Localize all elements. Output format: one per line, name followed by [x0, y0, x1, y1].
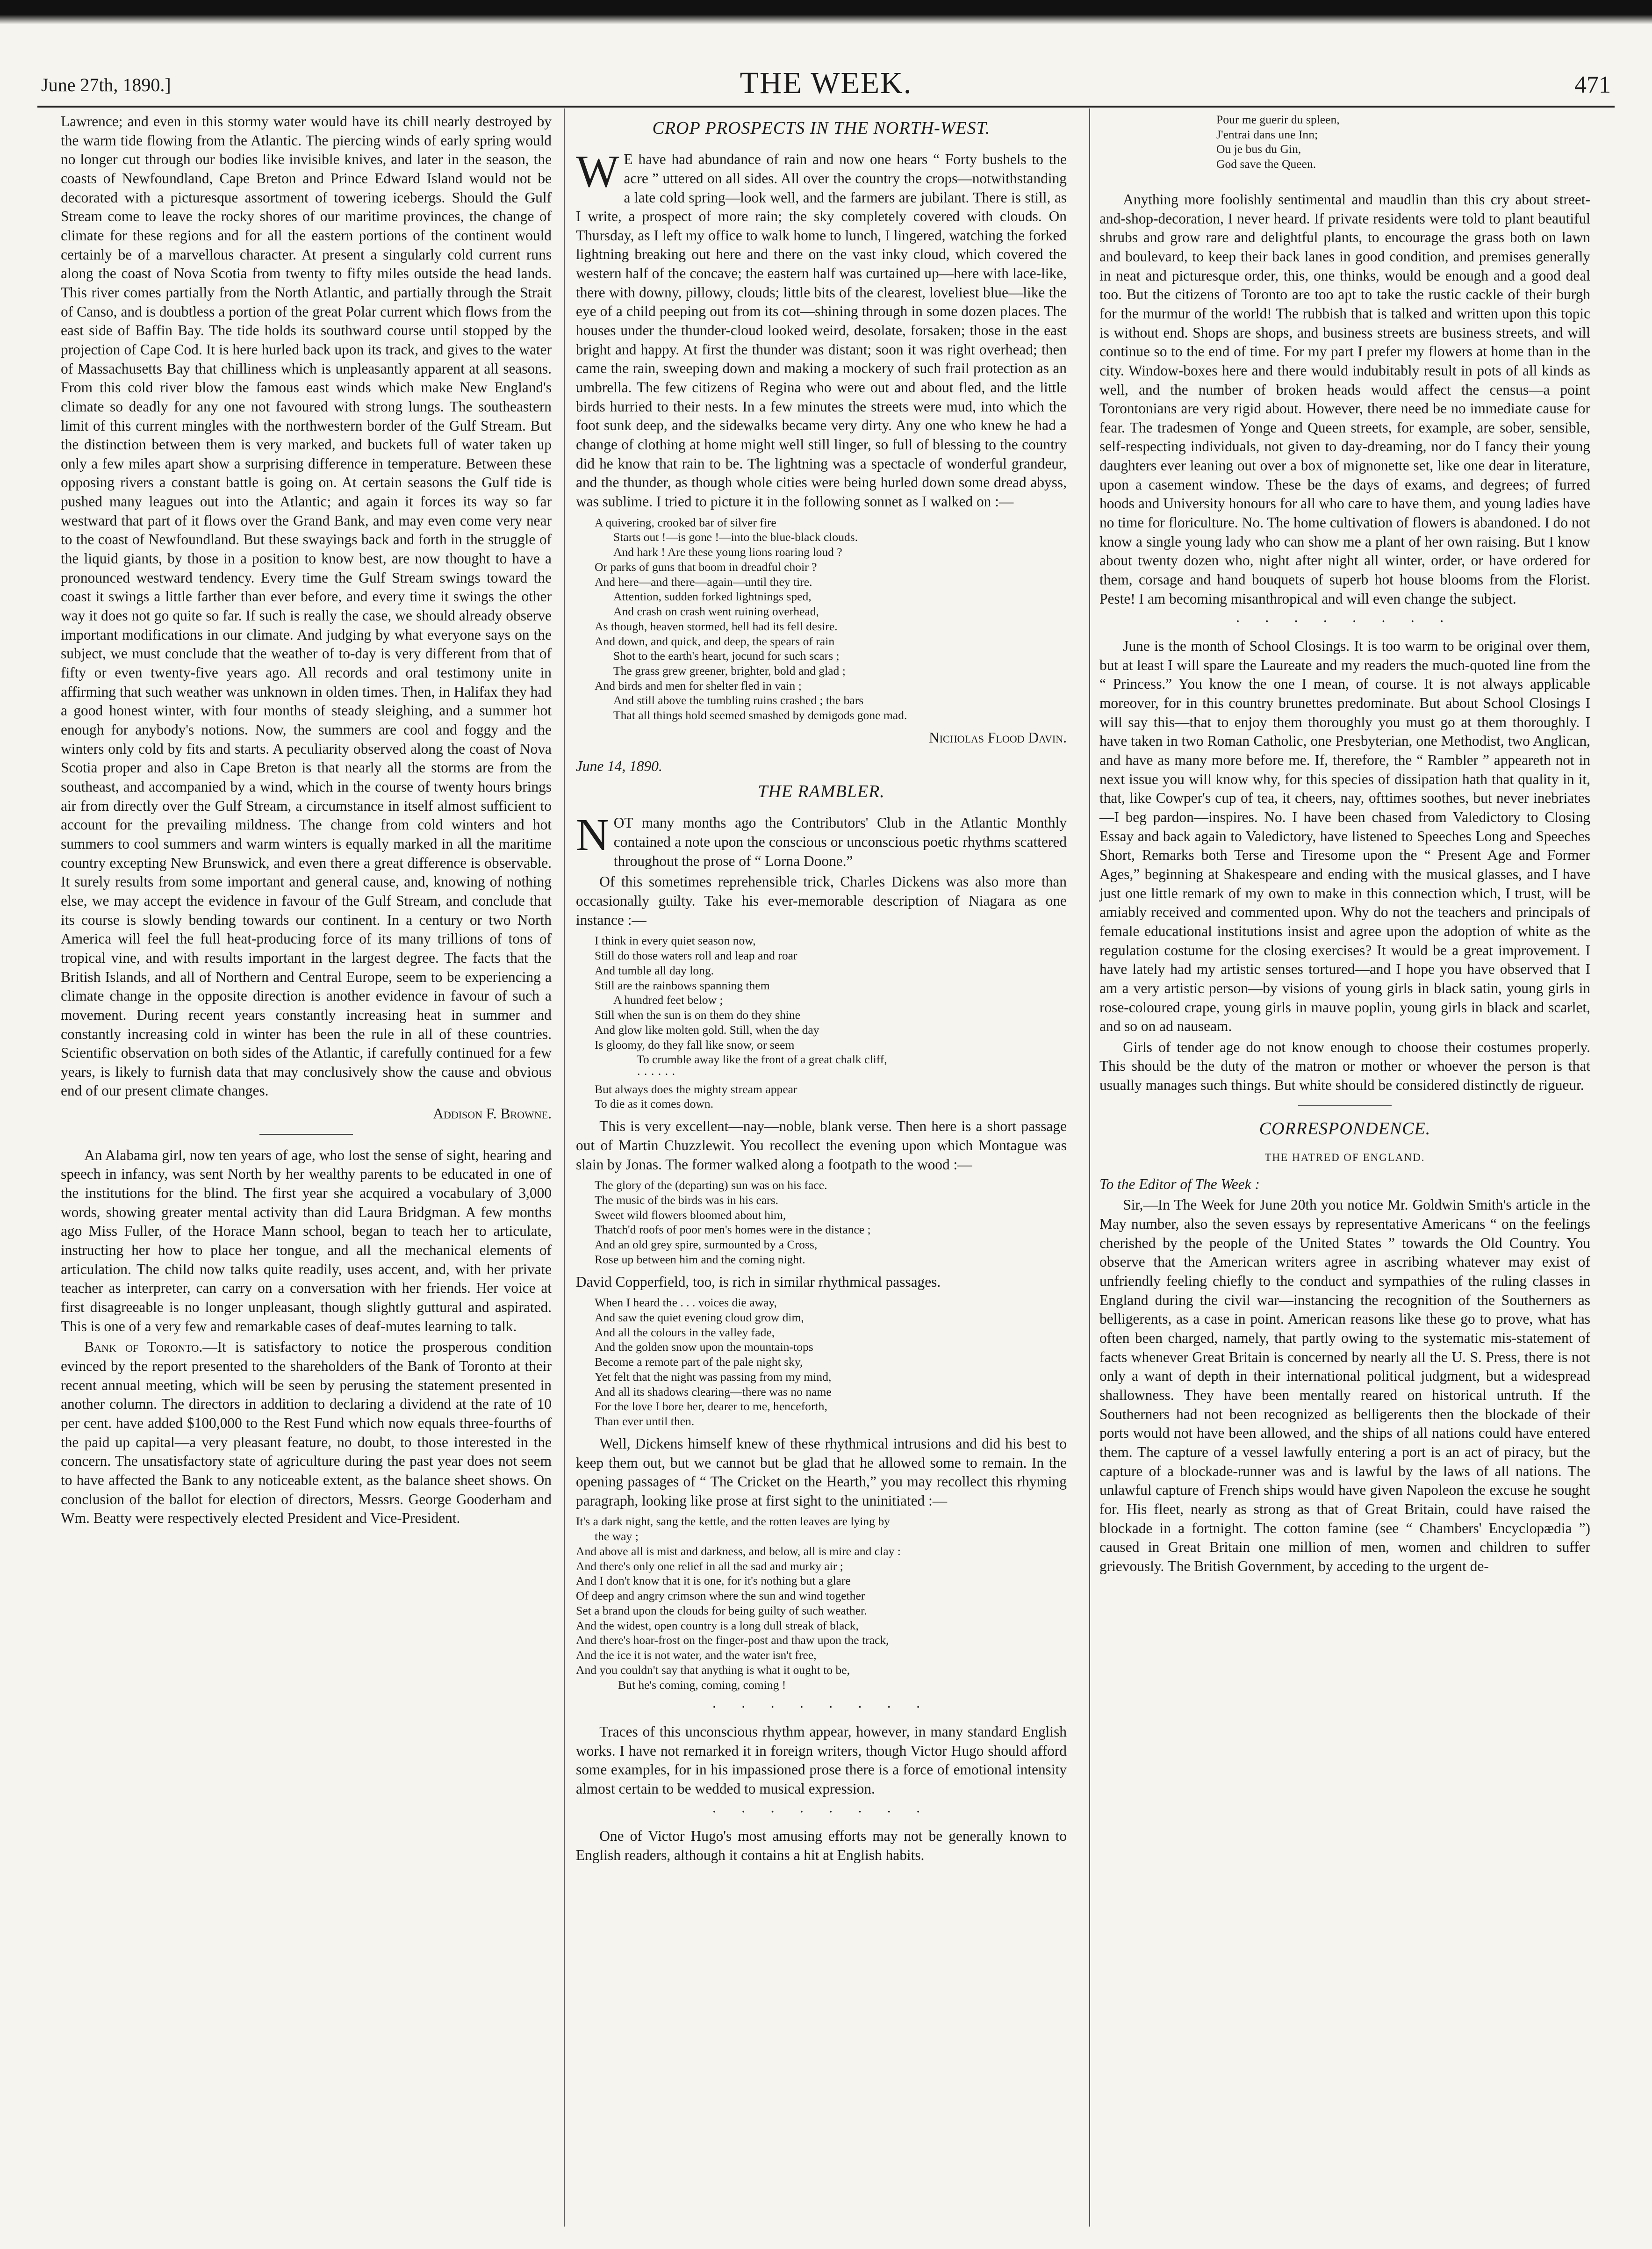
crop-dateline: June 14, 1890.: [576, 757, 662, 774]
rambler-heading: THE RAMBLER.: [758, 782, 885, 802]
sonnet-verse: [595, 515, 1067, 723]
verse-line: And here—and there—again—until they tire.: [595, 575, 812, 589]
verse-line: J'entrai dans une Inn;: [1216, 127, 1318, 141]
crop-signature: Nicholas Flood Davin.: [929, 729, 1067, 746]
section-break-dots: · · · · · · · ·: [1235, 613, 1455, 630]
rambler-drop-cap: N: [576, 810, 609, 861]
column-3: [1099, 112, 1590, 1578]
verse-line: And the widest, open country is a long dull streak of black,: [576, 1618, 859, 1632]
verse-line: Of deep and angry crimson where the sun and wind together: [576, 1589, 865, 1603]
rambler-paragraph-4: David Copperfield, too, is rich in similar rhythmical passages.: [576, 1273, 941, 1290]
verse-line: I think in every quiet season now,: [595, 934, 756, 948]
verse-line: And I don't know that it is one, for it's nothing but a glare: [576, 1574, 851, 1588]
alabama-girl-paragraph: An Alabama girl, now ten years of age, who lost the sense of sight, hearing and speech in infancy, was sent North by her wealthy parents to be educated in one of the institutions for the blind. The first year she acquired a vocabulary of 3,000 words, showing greater mental activity than did Laura Bridgman. A few months ago Miss Fuller, of the Horace Mann school, began to teach her to articulate, instructing her how to place her tongue, and all the mechanical elements of articulation. The child now talks quite readily, uses accent, and, with her private teacher as interpreter, can carry on a conversation with her friends. Her voice at first disagreeable is no longer unpleasant, though slightly guttural and aspirated. This is one of a very few and remarkable cases of deaf-mutes learning to talk.: [61, 1146, 552, 1334]
verse-line: As though, heaven stormed, hell had its fell desire.: [595, 619, 838, 633]
verse-line: Or parks of guns that boom in dreadful choir ?: [595, 560, 817, 574]
verse-line: That all things hold seemed smashed by demigods gone mad.: [613, 708, 907, 722]
bank-of-toronto-paragraph: [61, 1338, 552, 1528]
verse-line: And glow like molten gold. Still, when the day: [595, 1023, 819, 1037]
header-page-number: 471: [1574, 72, 1611, 98]
rambler-paragraph-6: Traces of this unconscious rhythm appear, however, in many standard English works. I have not remarked it in foreign writers, though Victor Hugo should afford some examples, for in his impassioned prose there is a force of emotional intensity almost certain to be wedded to musical expression.: [576, 1723, 1067, 1797]
verse-line: The grass grew greener, brighter, bold and glad ;: [613, 664, 846, 678]
column-2: [576, 112, 1067, 1867]
verse-line: And down, and quick, and deep, the spears of rain: [595, 634, 835, 648]
correspondence-heading: CORRESPONDENCE.: [1259, 1118, 1431, 1139]
verse-line: the way ;: [595, 1529, 639, 1543]
correspondence-body: Sir,—In The Week for June 20th you notice Mr. Goldwin Smith's article in the May number, also the seven essays by representative Americans “ on the feelings cherished by the people of the United States ” towards the Old Country. You observe that the American writers agree in ascribing whatever may exist of unfriendly feeling chiefly to the conduct and sympathies of the ruling classes in England during the civil war—instancing the recognition of the Southerners as belligerents, as a case in point. American reasons like these go to prove, what has often been charged, namely, that partly owing to the systematic mis-statement of facts whenever Great Britain is concerned by nearly all the U. S. Press, there is not only a want of depth in their international political judgment, but a widespread shallowness. They have been mentally reared on historical untruth. If the Southerners had not been recognized as belligerents then the blockade of their ports would not have been allowed, and the ships of all nations could have entered them. The capture of a vessel lawfully entering a port is an act of piracy, but the capture of a blockade-runner was and is lawful by the laws of all nations. The unlawful capture of French ships would have given Napoleon the excuse he sought for. His fleet, nearly as strong as that of Great Britain, could have raised the blockade in a fortnight. The cotton famine (see “ Chambers' Encyclopædia ”) caused in Great Britain one million of men, women and children to suffer grievously. The British Government, by acceding to the urgent de-: [1099, 1197, 1590, 1574]
verse-line: But always does the mighty stream appear: [595, 1082, 797, 1096]
verse-line: And all its shadows clearing—there was no name: [595, 1384, 832, 1398]
verse-line: Than ever until then.: [595, 1414, 695, 1428]
verse-line: A hundred feet below ;: [613, 993, 723, 1007]
rambler-paragraph-7: One of Victor Hugo's most amusing efforts may not be generally known to English readers, although it contains a hit at English habits.: [576, 1828, 1067, 1863]
verse-line: Set a brand upon the clouds for being guilty of such weather.: [576, 1603, 867, 1617]
gulf-stream-article: [61, 112, 552, 1124]
page-top-edge: [0, 0, 1652, 24]
bank-of-toronto-text: —It is satisfactory to notice the prosperous condition evinced by the report presented to the shareholders of the Bank of Toronto at their recent annual meeting, which will be seen by perusing the statement presented in another column. The directors in addition to declaring a dividend at the rate of 10 per cent. have added $100,000 to the Rest Fund which now equals three-fourths of the paid up capital—a very pleasant feature, no doubt, to those interested in the concern. The unsatisfactory state of agriculture during the past year does not seem to have affected the Bank to any noticeable extent, as the balance sheet shows. On conclusion of the ballot for election of directors, Messrs. George Gooderham and Wm. Beatty were respectively elected President and Vice-President.: [61, 1339, 552, 1527]
gulf-stream-text: Lawrence; and even in this stormy water would have its chill nearly destroyed by the warm tide flowing from the Atlantic. The piercing winds of early spring would no longer cut through our bodies like invisible knives, and later in the season, the coasts of Newfoundland, Cape Breton and Prince Edward Island would not be decorated with a picturesque assortment of towering icebergs. Should the Gulf Stream come to leave the rocky shores of our maritime provinces, the change of climate for these regions and for all the eastern portions of the continent would certainly be of a marvellous character. At present a singularly cold current runs along the coast of Nova Scotia from twenty to fifty miles outside the head lands. This river comes partially from the North Atlantic, and partially through the Strait of Canso, and is doubtless a portion of the great Polar current which flows from the east side of Baffin Bay. The tide holds its southward course until stopped by the projection of Cape Cod. It is here hurled back upon its track, and gives to the water of Massachusetts Bay that chilliness which is unpleasantly apparent at all seasons. From this cold river blow the famous east winds which make New England's climate so deadly for any one not favoured with strong lungs. The southeastern limit of this current mingles with the northwestern border of the Gulf Stream. But the distinction between them is very marked, and buckets full of water taken up only a few miles apart show a surprising difference in temperature. Between these opposing rivers a constant battle is going on. At certain seasons the Gulf tide is pushed many leagues out into the Atlantic; and again it forces its way so far westward that part of it flows over the Grand Bank, and may even come very near to the coast of Newfoundland. But these swayings back and forth in the struggle of the liquid giants, by those in a position to know best, are now thought to have a pronounced westward tendency. Every time the Gulf Stream swings toward the coast it swings a little farther than ever before, and every time it swings the other way it does not go quite so far. If such is really the case, we should already observe important modifications in our climate. And judging by what everyone says on the subject, we must conclude that the weather of to-day is very different from that of fifty or even twenty-five years ago. All records and oral testimony unite in affirming that such weather was unknown in olden times. Then, in Halifax they had a good honest winter, with four months of steady sleighing, and a summer hot enough for anybody's notions. Now, the summers are cool and foggy and the winters only cold by fits and starts. A peculiarity observed along the coast of Nova Scotia proper and also in Cape Breton is that nearly all the storms are from the southeast, and accompanied by a wind, which in the course of twenty hours brings air from directly over the Gulf Stream, a circumstance in itself almost sufficient to account for the prevailing mildness. The change from cold winters and hot summers to cool summers and warm winters is equally marked in all the maritime country excepting New Brunswick, and even there a great difference is observable. It surely results from some important and general cause, and, knowing of nothing else, we may accept the evidence in favour of the Gulf Stream, and conclude that its course is slowly bending towards our continent. In a century or two North America will feel the full heat-producing force of its many trillions of tons of tropical vine, and with results important in the largest degree. The facts that the British Islands, and all of Northern and Central Europe, seem to be experiencing a climate change in the opposite direction is another evidence in favour of such a movement. During recent years constantly increasing heat in summer and constantly increasing cold in winter has been the rule in all of these countries. Scientific observation on both sides of the Atlantic, if carefully continued for a few years, is likely to furnish data that may conclusively show the cause and obvious end of our present climate changes.: [61, 113, 552, 1099]
verse-line: Sweet wild flowers bloomed about him,: [595, 1208, 786, 1222]
niagara-verse: [595, 933, 1067, 1111]
verse-line: Still when the sun is on them do they shine: [595, 1008, 801, 1022]
hugo-verse: [1216, 112, 1590, 172]
verse-line: And above all is mist and darkness, and below, all is mire and clay :: [576, 1544, 901, 1558]
crop-body-text: E have had abundance of rain and now one hears “ Forty bushels to the acre ” uttered on all sides. All over the country the crops—notwithstanding a late cold spring—look well, and the farmers are jubilant. There is still, as I write, a prospect of more rain; the sky completely covered with clouds. On Thursday, as I left my office to walk home to lunch, I lingered, watching the forked lightning breaking out here and there on the vast inky cloud, which covered the western half of the concave; the eastern half was curtained up—here with lace-like, there with downy, pillowy, clouds; little bits of the clearest, loveliest blue—like the eye of a child peeping out from its cot—shining through in some dozen places. The houses under the thunder-cloud looked weird, desolate, forsaken; those in the east bright and happy. At first the thunder was distant; soon it was right overhead; then came the rain, sweeping down and making a mockery of such frail protection as an umbrella. The few citizens of Regina who were out and about fled, and the little birds hurried to their nests. In a few minutes the streets were mud, into which the foot sunk deep, and the sidewalks became very dirty. Any one who knew he had a change of clothing at home might well still linger, so full of blessing to the country did he know that rain to be. The lightning was a spectacle of wonderful grandeur, and the thunder, as though whole cities were being hurled down some dread abyss, was sublime. I tried to picture it in the following sonnet as I walked on :—: [576, 151, 1067, 510]
verse-line: A quivering, crooked bar of silver fire: [595, 515, 776, 529]
gulf-stream-signature: Addison F. Browne.: [433, 1105, 552, 1122]
costume-paragraph: Girls of tender age do not know enough to choose their costumes properly. This should be the duty of the matron or mother or whoever the person is that usually manages such things. But white should be considered distinctly de rigueur.: [1099, 1038, 1590, 1094]
verse-line: Thatch'd roofs of poor men's homes were in the distance ;: [595, 1223, 871, 1237]
correspondence-subheading: THE HATRED OF ENGLAND.: [1264, 1151, 1425, 1163]
verse-line: Attention, sudden forked lightnings sped,: [613, 590, 812, 604]
rambler-intro: [576, 810, 1067, 871]
rambler-paragraph-5: Well, Dickens himself knew of these rhythmical intrusions and did his best to keep them out, but we cannot but be glad that he allowed some to remain. In the opening passages of “ The Cricket on the Hearth,” you may recollect this rhyming paragraph, looking like prose at first sight to the uninitiated :—: [576, 1435, 1067, 1509]
verse-line: For the love I bore her, dearer to me, henceforth,: [595, 1399, 827, 1413]
crop-prospects-body: [576, 146, 1067, 511]
section-break-dots: · · · · · · · ·: [711, 1699, 931, 1716]
correspondence-address: To the Editor of The Week :: [1099, 1175, 1260, 1192]
verse-line: And tumble all day long.: [595, 963, 714, 977]
verse-line: Starts out !—is gone !—into the blue-black clouds.: [613, 530, 858, 544]
section-divider: [1298, 1105, 1392, 1106]
copperfield-verse: [595, 1295, 1067, 1429]
verse-line: The glory of the (departing) sun was on his face.: [595, 1178, 827, 1192]
chuzzlewit-verse: [595, 1178, 1067, 1267]
verse-line: Become a remote part of the pale night sky,: [595, 1355, 803, 1369]
crop-prospects-heading: CROP PROSPECTS IN THE NORTH-WEST.: [652, 118, 991, 138]
verse-line: But he's coming, coming, coming !: [618, 1678, 786, 1692]
bank-of-toronto-lead: Bank of Toronto.: [84, 1339, 203, 1355]
cricket-verse: [576, 1514, 1067, 1692]
verse-line: Shot to the earth's heart, jocund for such scars ;: [613, 649, 840, 663]
verse-line: Ou je bus du Gin,: [1216, 142, 1301, 156]
column-divider-1: [564, 108, 565, 2227]
verse-line: And saw the quiet evening cloud grow dim,: [595, 1310, 804, 1324]
verse-line: And birds and men for shelter fled in vain ;: [595, 678, 802, 692]
rambler-paragraph-8: Anything more foolishly sentimental and maudlin than this cry about street-and-shop-decoration, I never heard. If private residents were told to plant beautiful shrubs and grow rare and delightful plants, to encourage the grass both on lawn and boulevard, to keep their back lanes in good condition, and premises generally in neat and picturesque order, this, one thinks, would be enough and a good deal too. But the citizens of Toronto are too apt to take the rustic cackle of their burgh for the murmur of the world! The rubbish that is talked and written upon this topic is without end. Shops are shops, and business streets are business streets, and will continue so to the end of time. For my part I prefer my flowers at home than in the city. Window-boxes here and there would indubitably result in pots of all kinds as well, and the number of broken heads would affect the census—a point Torontonians are very rigid about. However, there need be no immediate cause for fear. The tradesmen of Yonge and Queen streets, for example, are sober, sensible, self-respecting individuals, not given to day-dreaming, nor do I fancy their young daughters ever leaning out over a box of mignonette set, like one dear in literature, upon a casement window. These be the days of exams, and degrees; of furred hoods and University honours for all who care to have them, and young ladies have no time for floriculture. No. The home cultivation of flowers is abandoned. I do not know a single young lady who can show me a plant of her own raising. But I know about twenty dozen who, night after night all winter, order, or have ordered for them, corsage and hand bouquets of superb hot house blooms from the Florist. Peste! I am becoming misanthropical and will even change the subject.: [1099, 191, 1590, 607]
header-title: THE WEEK.: [740, 66, 912, 100]
verse-line: When I heard the . . . voices die away,: [595, 1296, 777, 1310]
column-divider-2: [1089, 108, 1090, 2227]
verse-line: God save the Queen.: [1216, 157, 1316, 171]
verse-line: And all the colours in the valley fade,: [595, 1325, 775, 1339]
school-closings-paragraph: June is the month of School Closings. It is too warm to be original over them, but at least I will spare the Laureate and my readers the much-quoted line from the “ Princess.” You know the one I mean, of course. It is not always applicable moreover, for in this country brunettes predominate. But about School Closings I will say this—that to enjoy them thoroughly you must go at them thoroughly. I have taken in two Roman Catholic, one Presbyterian, one Methodist, two Anglican, and have as many more before me. If, therefore, the “ Rambler ” appeareth not in next issue you will know why, for this species of dissipation hath that quality in it, that, like Cowper's cup of tea, it cheers, nay, ofttimes soothes, but never inebriates—I beg pardon—inspires. No. I have been chased from Valedictory to Closing Essay and back again to Valedictory, have listened to Speeches Long and Speeches Short, Remarks both Terse and Tiresome upon the “ Present Age and Former Ages,” beginning at Shakespeare and ending with the musical glasses, and I have just one little remark of my own to make in this connection which, I trust, will be amiably received and commented upon. Why do not the teachers and principals of female educational institutions insist and agree upon the adoption of white as the regulation costume for the closing exercises? It would be a great improvement. I have lately had my artistic senses tortured—and I hope you have observed that I am a very artistic person—by visions of young girls in black satin, young girls in rose-coloured crape, young girls in mauve poplin, young girls in black and scarlet, and so on ad nauseam.: [1099, 638, 1590, 1035]
verse-line: And an old grey spire, surmounted by a Cross,: [595, 1238, 818, 1252]
verse-line: It's a dark night, sang the kettle, and the rotten leaves are lying by: [576, 1514, 890, 1528]
section-divider: [259, 1134, 353, 1135]
header-rule: [37, 106, 1615, 108]
rambler-paragraph-3: This is very excellent—nay—noble, blank verse. Then here is a short passage out of Martin Chuzzlewit. You recollect the evening upon which Montague was slain by Jonas. The former walked along a footpath to the wood :—: [576, 1118, 1067, 1173]
header-date: June 27th, 1890.]: [41, 74, 171, 95]
verse-line: And there's hoar-frost on the finger-post and thaw upon the track,: [576, 1633, 889, 1647]
verse-line: And the ice it is not water, and the water isn't free,: [576, 1648, 817, 1662]
verse-line: The music of the birds was in his ears.: [595, 1193, 779, 1207]
verse-line: To die as it comes down.: [595, 1097, 714, 1111]
verse-line: Yet felt that the night was passing from my mind,: [595, 1370, 832, 1384]
verse-line: And you couldn't say that anything is what it ought to be,: [576, 1663, 850, 1677]
rambler-intro-text: OT many months ago the Contributors' Club in the Atlantic Monthly contained a note upon the conscious or unconscious poetic rhythms scattered throughout the prose of “ Lorna Doone.”: [613, 815, 1067, 869]
verse-line: And hark ! Are these young lions roaring loud ?: [613, 545, 842, 559]
verse-line: Rose up between him and the coming night.: [595, 1252, 805, 1266]
crop-drop-cap: W: [576, 146, 619, 197]
section-break-dots: · · · · · · · ·: [711, 1803, 931, 1820]
verse-line: Still do those waters roll and leap and roar: [595, 949, 797, 963]
column-1: [61, 112, 552, 1530]
rambler-paragraph-2: Of this sometimes reprehensible trick, Charles Dickens was also more than occasionally guilty. Take his ever-memorable description of Niagara as one instance :—: [576, 873, 1067, 928]
verse-line: · · · · · ·: [637, 1067, 676, 1081]
verse-line: Still are the rainbows spanning them: [595, 978, 770, 992]
verse-line: And crash on crash went ruining overhead,: [613, 605, 819, 619]
verse-line: And still above the tumbling ruins crashed ; the bars: [613, 693, 864, 707]
verse-line: To crumble away like the front of a great chalk cliff,: [637, 1052, 887, 1067]
verse-line: Pour me guerir du spleen,: [1216, 113, 1340, 126]
verse-line: Is gloomy, do they fall like snow, or seem: [595, 1038, 795, 1052]
verse-line: And there's only one relief in all the sad and murky air ;: [576, 1559, 843, 1573]
verse-line: And the golden snow upon the mountain-tops: [595, 1340, 813, 1354]
